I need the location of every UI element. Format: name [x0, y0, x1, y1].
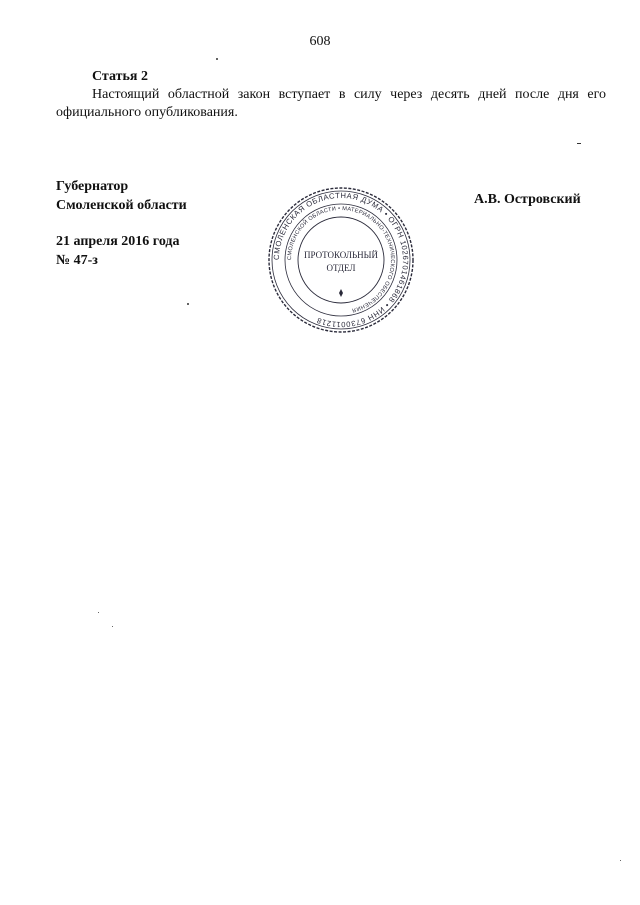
seal-outer-text: СМОЛЕНСКАЯ ОБЛАСТНАЯ ДУМА • ОГРН 1026701461868 • ИНН 6730011218	[271, 190, 411, 330]
seal-center-line1: ПРОТОКОЛЬНЫЙ	[304, 250, 378, 260]
seal-middle-ring	[285, 204, 397, 316]
governor-title-line2: Смоленской области	[56, 198, 187, 213]
law-date: 21 апреля 2016 года	[56, 234, 180, 249]
scan-speck	[187, 303, 189, 305]
article-text: Настоящий областной закон вступает в силу через десять дней после дня его официального опубликования.	[56, 87, 606, 120]
seal-graphic	[266, 185, 416, 335]
seal-diamond-icon	[339, 289, 343, 297]
governor-title-line1: Губернатор	[56, 179, 129, 194]
seal-inner-text: СМОЛЕНСКОЙ ОБЛАСТИ • МАТЕРИАЛЬНО-ТЕХНИЧЕСКОГО ОБЕСПЕЧЕНИЯ	[286, 205, 396, 313]
scan-speck	[577, 143, 581, 144]
official-seal-stamp	[266, 185, 416, 335]
seal-center-line2: ОТДЕЛ	[326, 263, 356, 273]
law-date-block	[56, 232, 180, 270]
scan-speck	[112, 626, 113, 627]
law-number: № 47-з	[56, 253, 98, 268]
governor-name: А.В. Островский	[474, 192, 581, 207]
scan-speck	[216, 58, 218, 60]
scan-speck	[620, 860, 621, 861]
article-heading: Статья 2	[92, 69, 148, 84]
scan-speck	[98, 612, 99, 613]
page-number: 608	[309, 34, 331, 49]
governor-title	[56, 177, 187, 215]
